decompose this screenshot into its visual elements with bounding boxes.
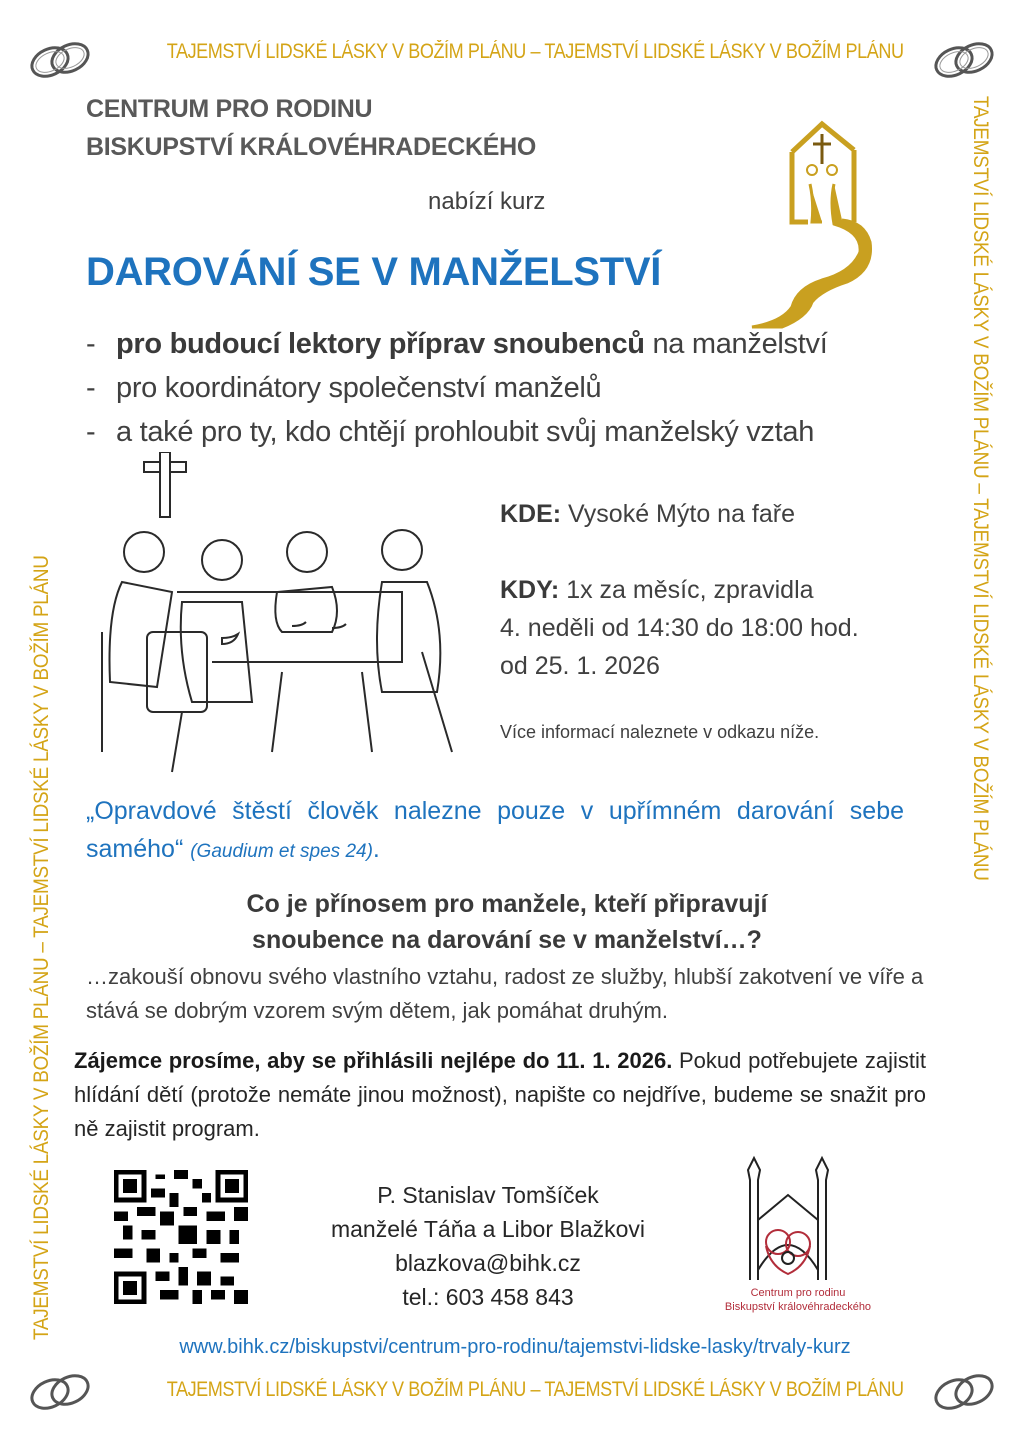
org-line-2: BISKUPSTVÍ KRÁLOVÉHRADECKÉHO	[86, 133, 536, 161]
offers-label: nabízí kurz	[428, 188, 546, 215]
audience-item: - a také pro ty, kdo chtějí prohloubit svůj manželský vztah	[86, 416, 815, 448]
qr-code[interactable]	[114, 1170, 248, 1304]
contact-phone[interactable]: tel.: 603 458 843	[402, 1284, 574, 1310]
course-details	[500, 495, 859, 751]
benefit-question: Co je přínosem pro manžele, kteří připravují snoubence na darování se v manželství…?	[246, 890, 768, 954]
when-schedule: 4. neděli od 14:30 do 18:00 hod.	[500, 614, 859, 642]
organization-name	[86, 90, 536, 166]
centrum-logo-caption: Centrum pro rodinu Biskupství královéhradeckého	[724, 1287, 872, 1313]
border-bottom-text: TAJEMSTVÍ LIDSKÉ LÁSKY V BOŽÍM PLÁNU – TAJEMSTVÍ LIDSKÉ LÁSKY V BOŽÍM PLÁNU	[166, 1378, 904, 1401]
contact-couple: manželé Táňa a Libor Blažkovi	[330, 1216, 646, 1242]
group-at-table-with-cross-illustration	[82, 452, 482, 782]
wedding-rings-icon	[930, 34, 998, 84]
when-start: od 25. 1. 2026	[500, 652, 660, 680]
border-left-text: TAJEMSTVÍ LIDSKÉ LÁSKY V BOŽÍM PLÁNU – TAJEMSTVÍ LIDSKÉ LÁSKY V BOŽÍM PLÁNU	[30, 555, 53, 1340]
border-right-text: TAJEMSTVÍ LIDSKÉ LÁSKY V BOŽÍM PLÁNU – TAJEMSTVÍ LIDSKÉ LÁSKY V BOŽÍM PLÁNU	[969, 96, 992, 881]
contact-block	[300, 1178, 676, 1314]
contact-email[interactable]: blazkova@bihk.cz	[395, 1250, 581, 1276]
wedding-rings-icon	[930, 1366, 998, 1416]
when-row: KDY: 1x za měsíc, zpravidla	[500, 576, 814, 604]
audience-item: - pro koordinátory společenství manželů	[86, 372, 602, 404]
course-link[interactable]: www.bihk.cz/biskupstvi/centrum-pro-rodinu/tajemstvi-lidske-lasky/trvaly-kurz	[179, 1336, 851, 1358]
border-top-text: TAJEMSTVÍ LIDSKÉ LÁSKY V BOŽÍM PLÁNU – TAJEMSTVÍ LIDSKÉ LÁSKY V BOŽÍM PLÁNU	[166, 40, 904, 63]
church-family-path-logo	[742, 112, 892, 332]
wedding-rings-icon	[26, 1366, 94, 1416]
contact-priest: P. Stanislav Tomšíček	[377, 1182, 599, 1208]
wedding-rings-icon	[26, 34, 94, 84]
more-info-note: Více informací naleznete v odkazu níže.	[500, 722, 820, 742]
course-title: DAROVÁNÍ SE V MANŽELSTVÍ	[86, 250, 662, 294]
where-row: KDE: Vysoké Mýto na faře	[500, 500, 796, 528]
registration-note: Zájemce prosíme, aby se přihlásili nejlépe do 11. 1. 2026. Pokud potřebujete zajistit hlídání dětí (protože nemáte jinou možnost), napište co nejdříve, budeme se snažit pro ně zajistit program.	[74, 1048, 926, 1141]
benefit-answer: …zakouší obnovu svého vlastního vztahu, radost ze služby, hlubší zakotvení ve víře a stává se dobrým vzorem svým dětem, jak pomáhat druhým.	[86, 964, 924, 1023]
org-line-1: CENTRUM PRO RODINU	[86, 95, 373, 123]
audience-item: - pro budoucí lektory příprav snoubenců na manželství	[86, 328, 828, 360]
audience-list	[86, 322, 827, 454]
quote: „Opravdové štěstí člověk nalezne pouze v upřímném darování sebe samého“ (Gaudium et spes 24).	[86, 797, 904, 863]
quote-source: (Gaudium et spes 24)	[190, 841, 373, 862]
